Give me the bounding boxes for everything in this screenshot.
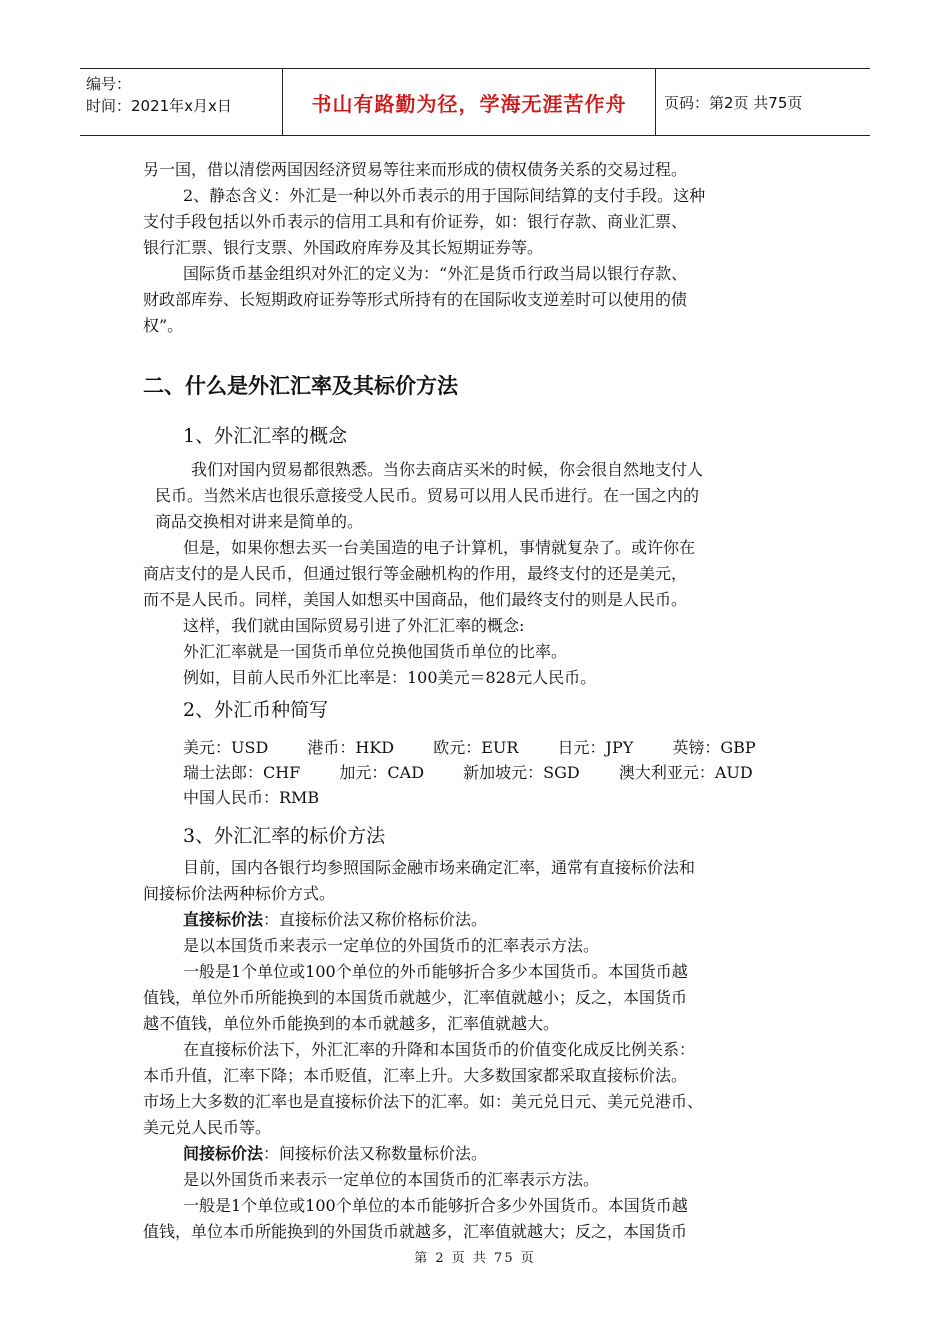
header-meta (80, 69, 282, 135)
header-motto: 书山有路勤为径，学海无涯苦作舟 (282, 69, 656, 135)
currency-code: 瑞士法郎：CHF (183, 763, 301, 782)
paragraph-line: 我们对国内贸易都很熟悉。当你去商店买米的时候，你会很自然地支付人 (191, 460, 704, 479)
subsection-heading: 2、外汇币种简写 (183, 699, 329, 721)
direct-quotation-text: ：直接标价法又称价格标价法。 (263, 910, 488, 929)
indirect-quotation-text: ：间接标价法又称数量标价法。 (263, 1144, 488, 1163)
paragraph-line: 是以本国货币来表示一定单位的外国货币的汇率表示方法。 (183, 936, 600, 955)
imf-definition-line: 国际货币基金组织对外汇的定义为：“外汇是货币行政当局以银行存款、 (183, 264, 688, 283)
currency-code: 中国人民币：RMB (183, 788, 320, 807)
currency-code: 新加坡元：SGD (463, 763, 580, 782)
paragraph-line: 但是，如果你想去买一台美国造的电子计算机，事情就复杂了。或许你在 (183, 538, 696, 557)
paragraph-line: 美元兑人民币等。 (143, 1118, 272, 1137)
currency-code: 英镑：GBP (672, 738, 756, 757)
intro-block (143, 157, 813, 339)
concept-paragraphs (143, 457, 813, 691)
paragraph-line: 在直接标价法下，外汇汇率的升降和本国货币的价值变化成反比例关系： (183, 1040, 696, 1059)
document-date: 时间：2021年x月x日 (86, 97, 232, 115)
direct-quotation-term: 直接标价法 (183, 910, 264, 929)
intro-line: 另一国，借以清偿两国因经济贸易等往来而形成的债权债务关系的交易过程。 (143, 160, 688, 179)
quotation-method-paragraphs (143, 855, 813, 1245)
paragraph-line: 例如，目前人民币外汇比率是：100美元＝828元人民币。 (183, 668, 597, 687)
document-number-label: 编号： (86, 75, 132, 93)
static-definition-line: 支付手段包括以外币表示的信用工具和有价证券，如：银行存款、商业汇票、 (143, 212, 688, 231)
paragraph-line: 值钱，单位本币所能换到的外国货币就越多，汇率值就越大；反之，本国货币 (143, 1222, 688, 1241)
paragraph-line: 间接标价法两种标价方式。 (143, 884, 336, 903)
currency-code: 澳大利亚元：AUD (618, 763, 753, 782)
currency-code-row (183, 760, 787, 783)
paragraph-line: 越不值钱，单位外币能换到的本币就越多，汇率值就越大。 (143, 1014, 560, 1033)
currency-code: 美元：USD (183, 738, 269, 757)
paragraph-line: 商品交换相对讲来是简单的。 (155, 512, 364, 531)
paragraph-line: 而不是人民币。同样，美国人如想买中国商品，他们最终支付的则是人民币。 (143, 590, 688, 609)
imf-definition-line: 财政部库券、长短期政府证券等形式所持有的在国际收支逆差时可以使用的债 (143, 290, 688, 309)
paragraph-line: 这样，我们就由国际贸易引进了外汇汇率的概念: (183, 616, 525, 635)
paragraph-line: 一般是1个单位或100个单位的外币能够折合多少本国货币。本国货币越 (183, 962, 688, 981)
currency-code-row (183, 785, 353, 808)
subsection-heading: 3、外汇汇率的标价方法 (183, 825, 386, 847)
currency-code: 日元：JPY (557, 738, 634, 757)
paragraph-line: 目前，国内各银行均参照国际金融市场来确定汇率，通常有直接标价法和 (183, 858, 696, 877)
header-page-info: 页码：第2页 共75页 (664, 93, 803, 112)
paragraph-line: 本币升值，汇率下降；本币贬值，汇率上升。大多数国家都采取直接标价法。 (143, 1066, 688, 1085)
currency-code: 欧元：EUR (433, 738, 519, 757)
indirect-quotation-term: 间接标价法 (183, 1144, 264, 1163)
page-header (80, 68, 870, 136)
currency-code: 港币：HKD (307, 738, 395, 757)
paragraph-line: 市场上大多数的汇率也是直接标价法下的汇率。如：美元兑日元、美元兑港币、 (143, 1092, 704, 1111)
static-definition-line: 2、静态含义：外汇是一种以外币表示的用于国际间结算的支付手段。这种 (183, 186, 706, 205)
paragraph-line: 值钱，单位外币所能换到的本国货币就越少，汇率值就越小；反之，本国货币 (143, 988, 688, 1007)
currency-code: 加元：CAD (339, 763, 425, 782)
indirect-quotation-line (143, 1141, 813, 1167)
paragraph-line: 是以外国货币来表示一定单位的本国货币的汇率表示方法。 (183, 1170, 600, 1189)
subsection-heading: 1、外汇汇率的概念 (183, 425, 348, 447)
page-footer: 第 2 页 共 75 页 (414, 1251, 536, 1266)
section-heading: 二、什么是外汇汇率及其标价方法 (143, 374, 458, 398)
paragraph-line: 商店支付的是人民币，但通过银行等金融机构的作用，最终支付的还是美元， (143, 564, 688, 583)
imf-definition-line: 权”。 (143, 316, 184, 335)
static-definition-line: 银行汇票、银行支票、外国政府库券及其长短期证券等。 (143, 238, 544, 257)
paragraph-line: 一般是1个单位或100个单位的本币能够折合多少外国货币。本国货币越 (183, 1196, 688, 1215)
paragraph-line: 外汇汇率就是一国货币单位兑换他国货币单位的比率。 (183, 642, 568, 661)
direct-quotation-line (143, 907, 813, 933)
paragraph-line: 民币。当然米店也很乐意接受人民币。贸易可以用人民币进行。在一国之内的 (155, 486, 700, 505)
currency-code-row (183, 735, 790, 758)
